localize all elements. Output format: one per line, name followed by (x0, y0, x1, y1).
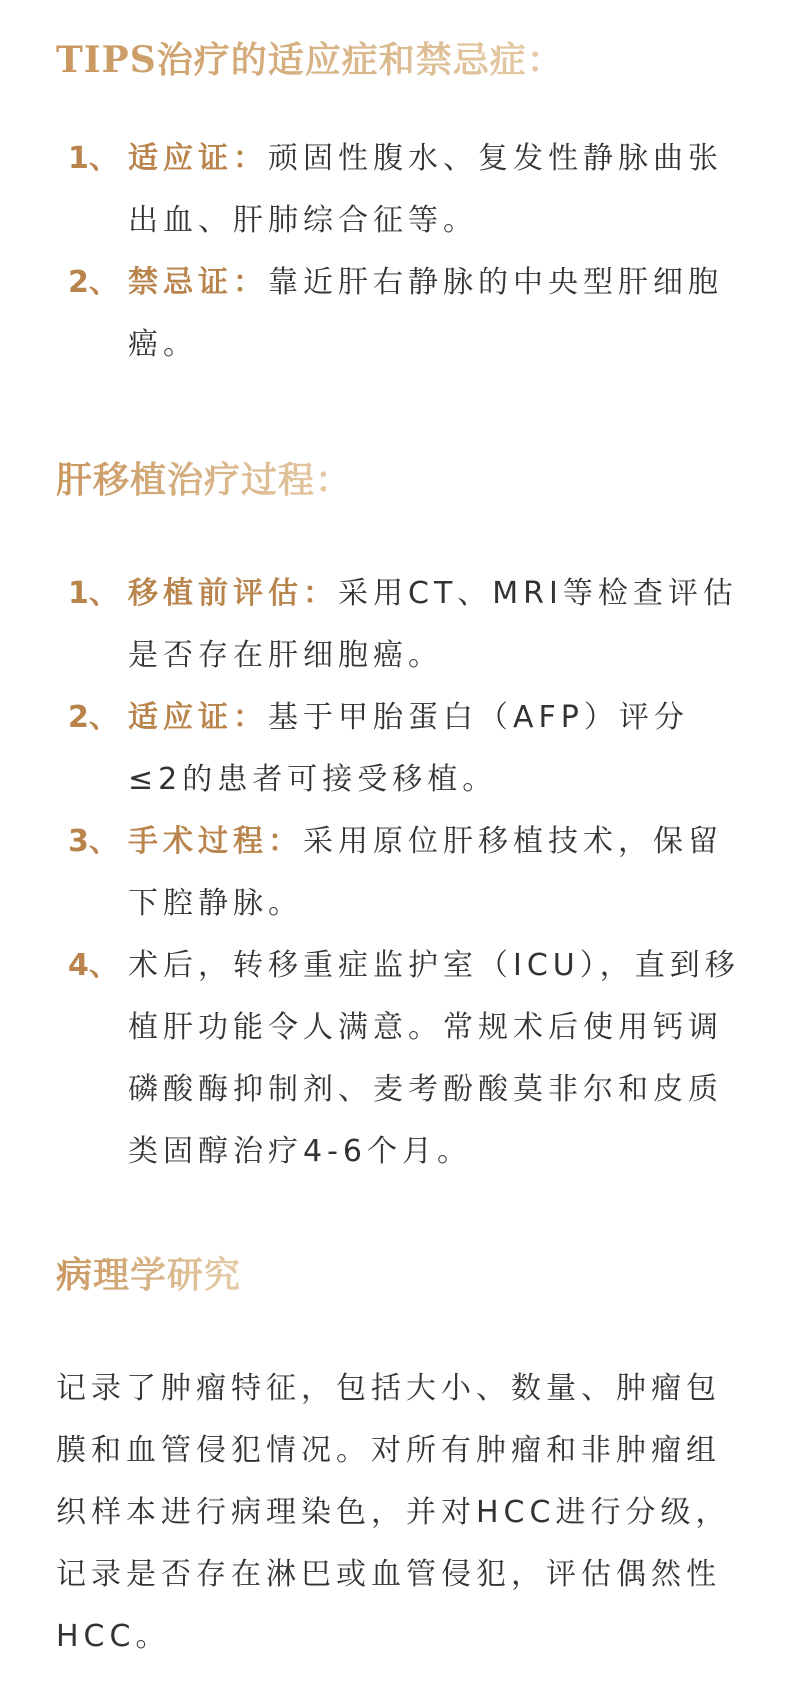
item-text: 顽固性腹水、复发性静脉曲张出血、肝肺综合征等。 (128, 141, 723, 238)
item-label: 移植前评估： (128, 576, 338, 611)
item-text: 术后，转移重症监护室（ICU），直到移植肝功能令人满意。常规术后使用钙调磷酸酶抑制剂、麦考酚酸莫非尔和皮质类固醇治疗4-6个月。 (128, 948, 740, 1169)
list-item (0, 128, 743, 252)
pathology-paragraph: 记录了肿瘤特征，包括大小、数量、肿瘤包膜和血管侵犯情况。对所有肿瘤和非肿瘤组织样本进行病理染色，并对HCC进行分级，记录是否存在淋巴或血管侵犯，评估偶然性HCC。 (56, 1371, 731, 1654)
item-label: 适应证： (128, 141, 268, 176)
item-text: 基于甲胎蛋白（AFP）评分≤2的患者可接受移植。 (128, 700, 689, 797)
section-heading-pathology: 病理学研究 (56, 1254, 242, 1296)
list-item (0, 252, 743, 376)
tips-list (0, 128, 800, 376)
item-text: 采用原位肝移植技术，保留下腔静脉。 (128, 824, 723, 921)
section-heading-tips: TIPS治疗的适应症和禁忌症： (56, 39, 564, 81)
item-number: 4、 (68, 948, 119, 983)
item-number: 3、 (68, 824, 119, 859)
item-number: 2、 (68, 265, 119, 300)
item-label: 手术过程： (128, 824, 303, 859)
item-number: 1、 (68, 141, 119, 176)
item-label: 禁忌证： (128, 265, 268, 300)
list-item (0, 811, 743, 935)
transplant-list (0, 563, 800, 1183)
section-heading-transplant: 肝移植治疗过程： (56, 459, 353, 501)
item-number: 1、 (68, 576, 119, 611)
item-number: 2、 (68, 700, 119, 735)
item-text: 采用CT、MRI等检查评估是否存在肝细胞癌。 (128, 576, 738, 673)
item-text: 靠近肝右静脉的中央型肝细胞癌。 (128, 265, 723, 362)
list-item (0, 563, 743, 687)
list-item (0, 935, 743, 1183)
item-label: 适应证： (128, 700, 268, 735)
list-item (0, 687, 743, 811)
